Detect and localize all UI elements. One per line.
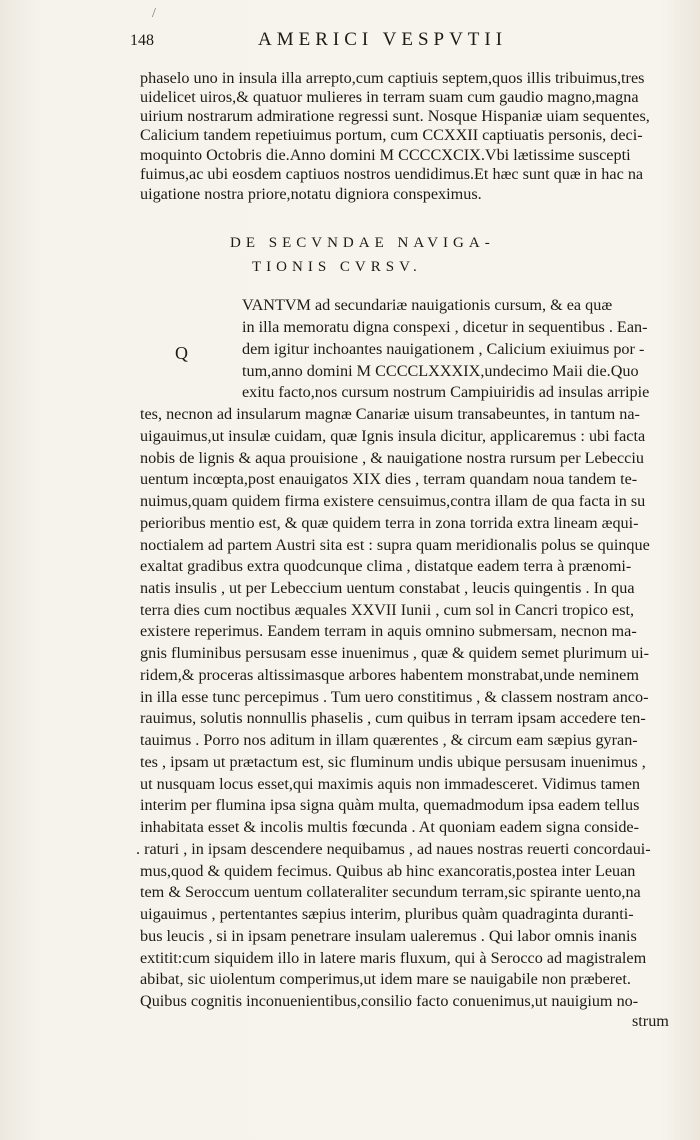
text-line: extitit:cum siquidem illo in latere maris fluxum, qui à Serocco ad magistralem (140, 949, 647, 967)
text-line: terra dies cum noctibus æquales XXVII Iunii , cum sol in Cancri tropico est, (140, 601, 635, 619)
text-line: tum,anno domini M CCCCLXXXIX,undecimo Maii die.Quo (242, 362, 639, 380)
text-line: perioribus mentio est, & quæ quidem terra in zona torrida extra lineam æqui- (140, 514, 639, 532)
text-line: existere reperimus. Eandem terram in aquis omnino submersam, necnon ma- (140, 622, 637, 640)
text-line: dem igitur inchoantes nauigationem , Calicium exiuimus por - (242, 340, 645, 358)
text-line: inhabitata esset & incolis multis fœcunda . At quoniam eadem signa conside- (140, 818, 640, 836)
text-line: tes, necnon ad insularum magnæ Canariæ uisum transabeuntes, in tantum na- (140, 405, 640, 423)
running-head: AMERICI VESPVTII (258, 29, 508, 50)
text-line: exaltat gradibus extra quodcunque clima , distatque eadem terra à prænomi- (140, 557, 632, 575)
text-line: mus,quod & quidem fecimus. Quibus ab hinc exancoratis,postea inter Leuan (140, 862, 636, 880)
text-line: nuimus,quam quidem firma existere censuimus,contra illam de qua facta in su (140, 492, 646, 510)
text-line: tem & Seroccum uentum collateraliter secundum terram,sic spirante uento,na (140, 883, 641, 901)
text-line: uirium nostrarum admiratione regressi sunt. Nosque Hispaniæ uiam sequentes, (140, 107, 650, 125)
text-line: in illa esse tunc percepimus . Tum uero constitimus , & classem nostram anco- (140, 688, 649, 706)
text-line: uentum incœpta,post enauigatos XIX dies , terram quandam noua tandem te- (140, 470, 638, 488)
text-line: uigatione nostra priore,notatu digniora conspeximus. (140, 185, 482, 203)
heading-line: DE SECVNDAE NAVIGA- (230, 235, 495, 251)
text-line: noctialem ad partem Austri sita est : supra quam meridionalis polus se quinque (140, 536, 650, 554)
text-line: Quibus cognitis inconuenientibus,consilio facto conuenimus,ut nauigium no- (140, 992, 639, 1010)
page-number: 148 (130, 32, 154, 49)
text-line: ut nusquam locus esset,qui maximis aquis non immadesceret. Vidimus tamen (140, 775, 641, 793)
text-line: natis insulis , ut per Lebeccium uentum constabat , leucis quingentis . In qua (140, 579, 635, 597)
drop-initial: Q (175, 343, 188, 363)
text-line: gnis fluminibus persusam esse inuenimus , quæ & quidem semet plurimum ui- (140, 644, 649, 662)
text-line: VANTVM ad secundariæ nauigationis cursum, & ea quæ (242, 296, 613, 314)
text-line: ridem,& proceras altissimasque arbores habentem monstrabat,unde neminem (140, 666, 639, 684)
text-line: uigauimus , pertentantes sæpius interim, pluribus quàm quadraginta duranti- (140, 905, 634, 923)
heading-line: TIONIS CVRSV. (252, 259, 422, 275)
text-line: interim per flumina ipsa signa quàm multa, quemadmodum ipsa eadem tellus (140, 796, 640, 814)
text-line: phaselo uno in insula illa arrepto,cum captiuis septem,quos illis tribuimus,tres (140, 69, 645, 87)
text-line: . raturi , in ipsam descendere nequibamus , ad naues nostras reuerti concordaui- (136, 840, 651, 858)
margin-mark: / (152, 6, 156, 21)
text-line: in illa memoratu digna conspexi , dicetur in sequentibus . Ean- (242, 318, 648, 336)
text-line: fuimus,ac ubi eosdem captiuos nostros uendidimus.Et hæc sunt quæ in hac na (140, 165, 644, 183)
text-line: uidelicet uiros,& quatuor mulieres in terram suam cum gaudio magno,magna (140, 88, 639, 106)
text-line: tauimus . Porro nos aditum in illam quærentes , & circum eam sæpius gyran- (140, 731, 638, 749)
text-line: Calicium tandem repetiuimus portum, cum CCXXII captiuatis personis, deci- (140, 126, 643, 144)
text-line: rauimus, solutis nonnullis phaselis , cum quibus in terram ipsam accedere ten- (140, 709, 646, 727)
text-line: uigauimus,ut insulæ cuidam, quæ Ignis insula dicitur, applicaremus : ubi facta (140, 427, 646, 445)
text-line: nobis de lignis & aqua prouisione , & nauigatione nostra rursum per Lebecciu (140, 449, 644, 467)
text-line: moquinto Octobris die.Anno domini M CCCCXCIX.Vbi lætissime suscepti (140, 146, 631, 164)
text-line: bus leucis , si in ipsam penetrare insulam ualeremus . Qui labor omnis inanis (140, 927, 637, 945)
text-line: exitu facto,nos cursum nostrum Campiuiridis ad insulas arripie (242, 383, 650, 401)
text-line: abibat, sic uiolentum comperimus,ut idem mare se nauigabile non præberet. (140, 970, 631, 988)
text-line: tes , ipsam ut prætactum est, sic fluminum undis ubique persusam inuenimus , (140, 753, 646, 771)
catchword: strum (632, 1012, 669, 1030)
